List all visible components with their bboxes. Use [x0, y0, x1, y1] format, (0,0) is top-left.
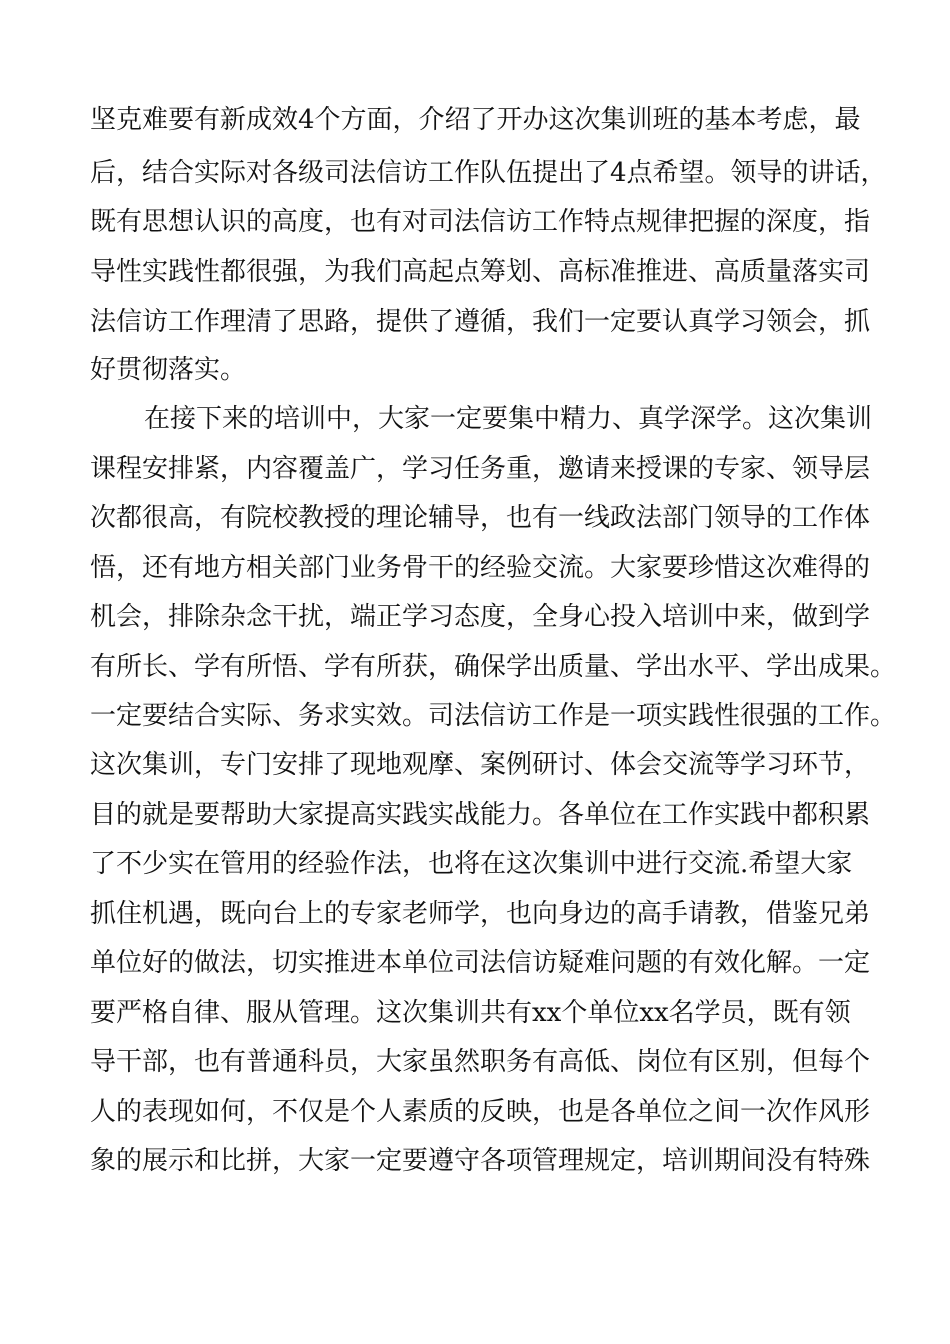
text-line: 课程安排紧，内容覆盖广，学习任务重，邀请来授课的专家、领导层	[90, 454, 871, 484]
text-line: 次都很高，有院校教授的理论辅导，也有一线政法部门领导的工作体	[90, 503, 871, 533]
text-line: 导干部，也有普通科员，大家虽然职务有高低、岗位有区别，但每个	[90, 1047, 871, 1077]
text-line: 既有思想认识的高度，也有对司法信访工作特点规律把握的深度，指	[90, 207, 871, 237]
text-line: 有所长、学有所悟、学有所获，确保学出质量、学出水平、学出成果。	[90, 652, 897, 682]
text-line: 要严格自律、服从管理。这次集训共有xx个单位xx名学员，既有领	[90, 998, 851, 1028]
text-line: 目的就是要帮助大家提高实践实战能力。各单位在工作实践中都积累	[90, 800, 871, 830]
text-line: 机会，排除杂念干扰，端正学习态度，全身心投入培训中来，做到学	[90, 602, 871, 632]
text-line: 单位好的做法，切实推进本单位司法信访疑难问题的有效化解。一定	[90, 948, 871, 978]
text-line: 抓住机遇，既向台上的专家老师学，也向身边的高手请教，借鉴兄弟	[90, 899, 871, 929]
text-line: 一定要结合实际、务求实效。司法信访工作是一项实践性很强的工作。	[90, 701, 897, 731]
text-line: 坚克难要有新成效4个方面，介绍了开办这次集训班的基本考虑，最	[90, 105, 861, 135]
text-line: 好贯彻落实。	[90, 355, 247, 385]
text-line: 这次集训，专门安排了现地观摩、案例研讨、体会交流等学习环节，	[90, 750, 871, 780]
text-line: 人的表现如何，不仅是个人素质的反映，也是各单位之间一次作风形	[90, 1097, 871, 1127]
text-line: 法信访工作理清了思路，提供了遵循，我们一定要认真学习领会，抓	[90, 307, 871, 337]
text-line: 导性实践性都很强，为我们高起点筹划、高标准推进、高质量落实司	[90, 257, 871, 287]
text-line: 悟，还有地方相关部门业务骨干的经验交流。大家要珍惜这次难得的	[90, 553, 871, 583]
paragraph-first-line: 在接下来的培训中，大家一定要集中精力、真学深学。这次集训	[144, 404, 873, 434]
text-line: 象的展示和比拼，大家一定要遵守各项管理规定，培训期间没有特殊	[90, 1146, 871, 1176]
text-line: 后，结合实际对各级司法信访工作队伍提出了4点希望。领导的讲话，	[90, 158, 887, 188]
text-line: 了不少实在管用的经验作法，也将在这次集训中进行交流.希望大家	[90, 849, 853, 879]
